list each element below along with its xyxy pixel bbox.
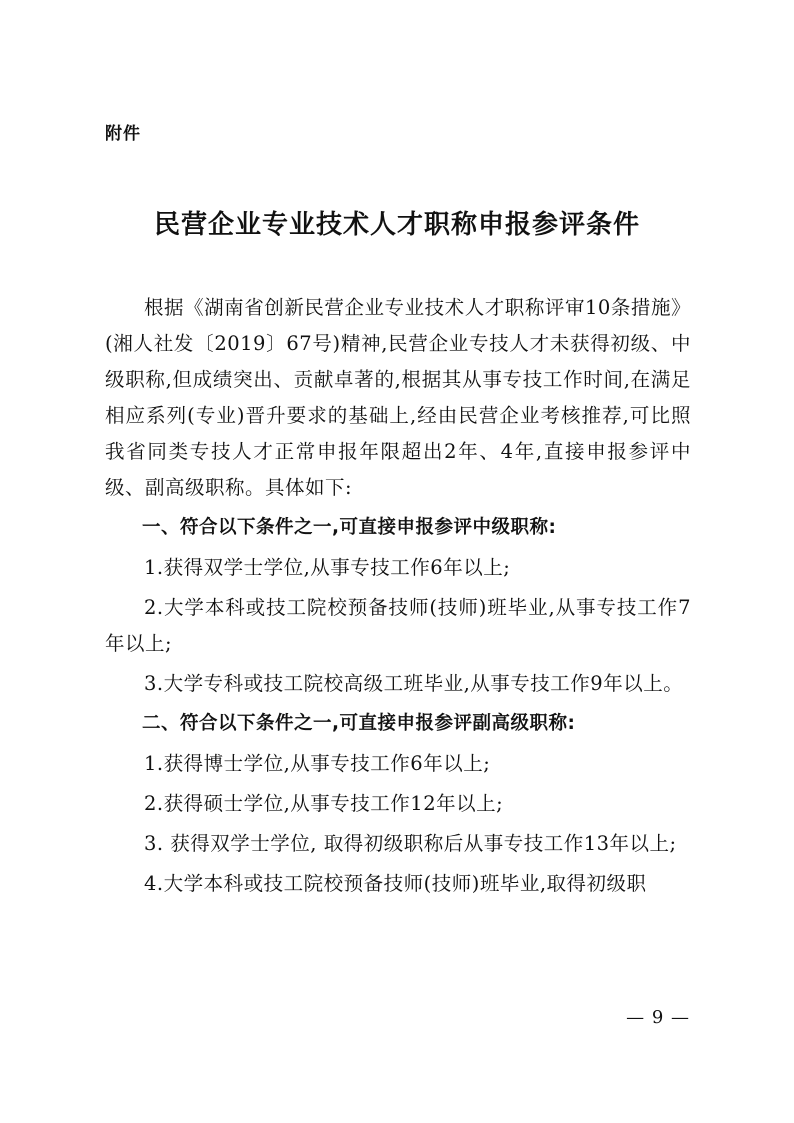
document-body xyxy=(105,290,691,906)
attachment-label: 附件 xyxy=(105,124,141,144)
document-title: 民营企业专业技术人才职称申报参评条件 xyxy=(153,210,640,240)
intro-paragraph: 根据《湖南省创新民营企业专业技术人才职称评审10条措施》(湘人社发〔2019〕67号)精神,民营企业专技人才未获得初级、中级职称,但成绩突出、贡献卓著的,根据其从事专技工作时间,在满足相应系列(专业)晋升要求的基础上,经由民营企业考核推荐,可比照我省同类专技人才正常申报年限超出2年、4年,直接申报参评中级、副高级职称。具体如下: xyxy=(105,296,691,499)
list-item: 2.大学本科或技工院校预备技师(技师)班毕业,从事专技工作7年以上; xyxy=(105,596,691,655)
list-item: 1.获得双学士学位,从事专技工作6年以上; xyxy=(144,556,511,579)
section-heading-intermediate: 一、符合以下条件之一,可直接申报参评中级职称: xyxy=(142,517,557,538)
section-heading-associate-senior: 二、符合以下条件之一,可直接申报参评副高级职称: xyxy=(142,713,576,734)
list-item: 4.大学本科或技工院校预备技师(技师)班毕业,取得初级职 xyxy=(144,872,647,895)
list-item: 2.获得硕士学位,从事专技工作12年以上; xyxy=(144,792,504,815)
list-item: 3. 获得双学士学位, 取得初级职称后从事专技工作13年以上; xyxy=(144,832,677,855)
list-item: 1.获得博士学位,从事专技工作6年以上; xyxy=(144,752,491,775)
list-item: 3.大学专科或技工院校高级工班毕业,从事专技工作9年以上。 xyxy=(144,672,684,695)
page-number: — 9 — xyxy=(626,1007,690,1028)
